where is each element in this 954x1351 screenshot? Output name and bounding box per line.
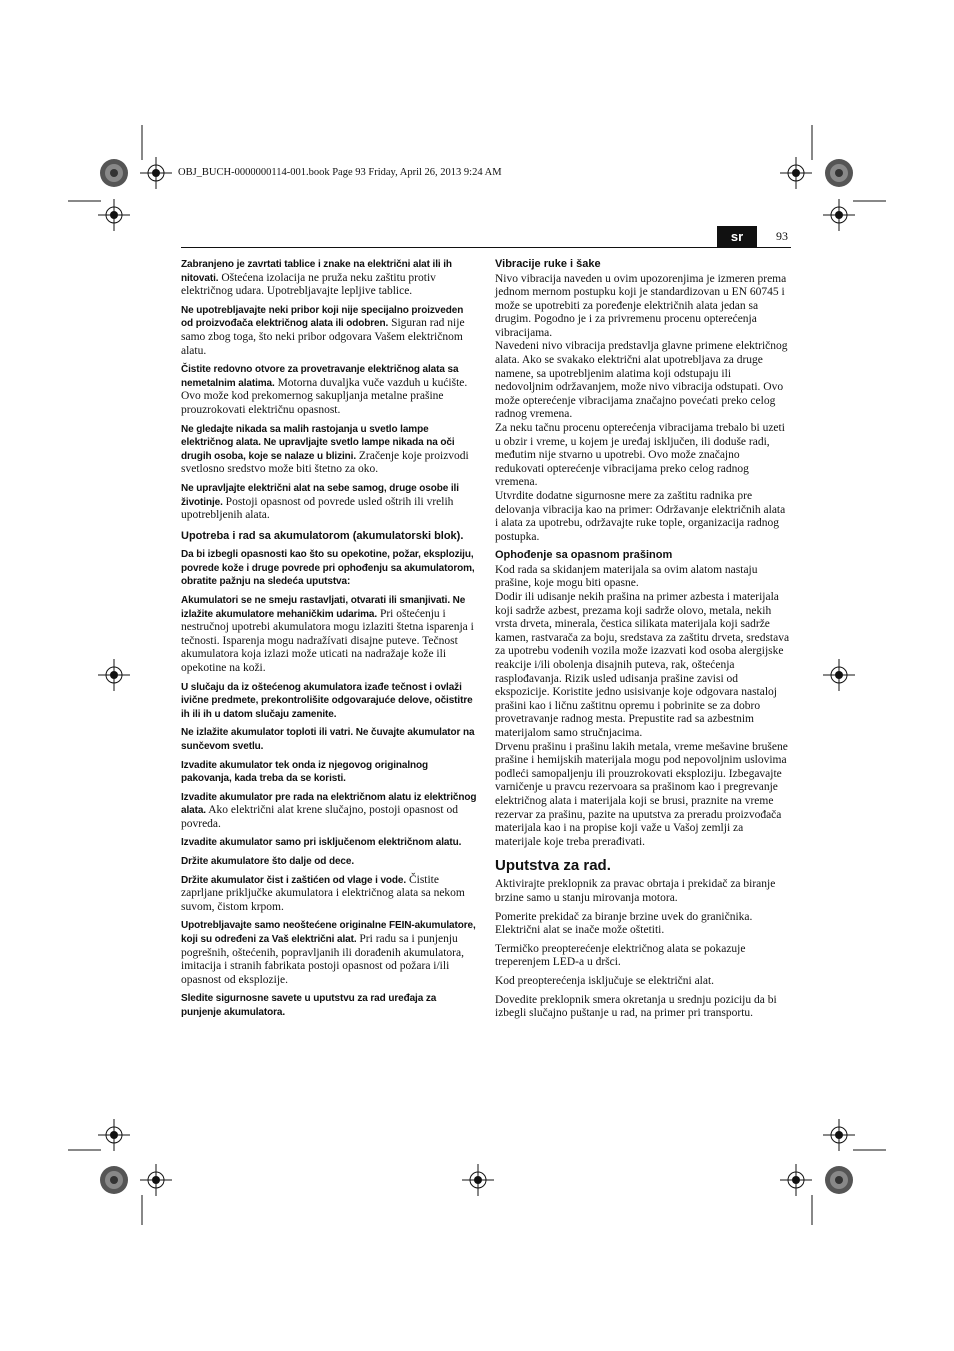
bold-lead: Izvadite akumulator tek onda iz njegovog originalnog pakovanja, kada treba da se koristi. [181, 759, 429, 785]
bold-lead: Ne upotrebljavajte neki pribor koji nije specijalno proizveden od proizvođača električnog alata ili odobren. [181, 304, 464, 330]
color-target-icon [100, 1166, 128, 1194]
vibration-heading: Vibracije ruke i šake [495, 258, 601, 270]
paragraph: Aktivirajte preklopnik za pravac obrtaja i prekidač za biranje brzine samo u stanju mirovanja motora. [495, 878, 776, 904]
paragraph [181, 594, 477, 676]
work-instructions-heading: Uputstva za rad. [495, 857, 611, 875]
body-text: Zračenje koje proizvodi svetlosno sredstvo može biti štetno za oko. [181, 449, 469, 476]
body-text: Ako električni alat krene slučajno, postoji opasnost od povreda. [181, 804, 458, 830]
page-number: 93 [776, 229, 788, 243]
paragraph [181, 482, 477, 523]
registration-mark-icon [462, 1164, 494, 1196]
registration-mark-icon [780, 1164, 812, 1196]
bold-lead: Držite akumulator čist i zaštićen od vlage i vode. [181, 874, 407, 886]
paragraph [181, 423, 477, 477]
registration-mark-icon [98, 1119, 130, 1151]
paragraph: Utvrdite dodatne sigurnosne mere za zaštitu radnika pre delovanja vibracija kao na primer: Održavanje električnih alata i alata za upotrebu, održavajte ruke tople, organizacija radnog postupka. [495, 490, 786, 543]
registration-mark-icon [823, 659, 855, 691]
bold-lead: Akumulatori se ne smeju rastavljati, otvarati ili smanjivati. Ne izlažite akumulatore mehaničkim udarima. [181, 594, 466, 620]
bold-lead: Ne gledajte nikada sa malih rastojanja u svetlo lampe električnog alata. Ne upravljajte svetlo lampe nikada na oči drugih osoba, koje se nalaze u blizini. [181, 423, 455, 462]
bold-lead: Ne upravljajte električni alat na sebe samog, druge osobe ili životinje. [181, 482, 459, 508]
registration-mark-icon [98, 659, 130, 691]
paragraph: Dovedite preklopnik smera okretanja u srednju poziciju da bi izbegli slučajno puštanje u rad, na primer pri transportu. [495, 993, 777, 1020]
bold-lead: Izvadite akumulator pre rada na električnom alatu iz električnog alata. [181, 791, 477, 817]
color-target-icon [825, 159, 853, 187]
battery-heading: Upotreba i rad sa akumulatorom (akumulatorski blok). [181, 529, 464, 542]
paragraph: Kod rada sa skidanjem materijala sa ovim alatom nastaju prašine, koje mogu biti opasne. [495, 563, 758, 590]
registration-mark-icon [823, 1119, 855, 1151]
print-slug: OBJ_BUCH-0000000114-001.book Page 93 Friday, April 26, 2013 9:24 AM [178, 167, 502, 178]
paragraph: Navedeni nivo vibracija predstavlja glavne primene električnog alata. Ako se svakako električni alat upotrebljava za druge namene, sa upotrebljenim alatima koji odstupaju ili nedovoljnim održavanjem, može nivo vibracija odstupati. Ovo može opterećenje vibracijama značajno povećati preko celog radnog vremena. [495, 340, 788, 421]
header-rule [181, 247, 791, 248]
paragraph [181, 548, 477, 589]
paragraph: Za neku tačnu procenu opterećenja vibracijama trebalo bi uzeti u obzir i vreme, u kojem je uređaj isključen, ili doduše radi, međutim nije stvarno u upotrebi. Ovo može značajno redukovati opterećenje vibracijama preko celog radnog vremena. [495, 422, 785, 489]
body-text: Oštećena izolacija ne pruža neku zaštitu protiv električnog udara. Upotrebljavajte lepljive tablice. [181, 271, 436, 298]
bold-lead: Da bi izbegli opasnosti kao što su opekotine, požar, eksploziju, povrede kože i druge povrede pri ophođenju sa akumulatorom, obratite pažnju na sledeća uputstva: [181, 549, 475, 588]
color-target-icon [100, 159, 128, 187]
body-text: Motorna duvaljka vuče vazduh u kućište. Ovo može kod prekomernog sakupljanja metalne prašine prouzrokovati električnu opasnost. [181, 376, 468, 416]
bold-lead: Ne izlažite akumulator toploti ili vatri. Ne čuvajte akumulator na sunčevom svetlu. [181, 727, 475, 752]
left-column [181, 258, 477, 1025]
paragraph [181, 992, 477, 1019]
bold-lead: Sledite sigurnosne savete u uputstvu za rad uređaja za punjenje akumulatora. [181, 993, 437, 1018]
registration-mark-icon [140, 157, 172, 189]
paragraph [181, 836, 477, 850]
registration-mark-icon [98, 199, 130, 231]
bold-lead: Držite akumulatore što dalje od dece. [181, 856, 355, 868]
paragraph: Drvenu prašinu i prašinu lakih metala, vreme mešavine brušene prašine i hemijskih materijala mogu pod nepovoljnim uslovima podleći samopaljenju ili prouzrokovati eksploziju. Izbegavajte varničenje u pravcu rezervoara sa prašinom kao i pregrevanje električnog alata i materijala koji se brusi, praznite na vreme rezervar za prašinu, pazite na uputstva za preradu proizvođača materijala kao i na propise koji važe u Vašoj zemlji za materijale koje treba prerađivati. [495, 740, 788, 848]
paragraph [181, 855, 477, 869]
body-text: Siguran rad nije samo zbog toga, što neki pribor odgovara Vašem električnom alatu. [181, 317, 465, 357]
paragraph [181, 363, 477, 417]
paragraph [181, 919, 477, 987]
paragraph [181, 304, 477, 358]
paragraph: Kod preopterećenja isključuje se električni alat. [495, 974, 715, 987]
body-text: Pri radu sa i punjenju pogrešnih, oštećenih, popravljanih ili dorađenih akumulatora, imitacija i stranih fabrikata postoji opasnost od požara i/ili opasnost od eksplozije. [181, 933, 464, 986]
paragraph [181, 759, 477, 786]
paragraph [181, 874, 477, 915]
paragraph: Termičko preopterećenje električnog alata se pokazuje treperenjem LED-a u dršci. [495, 942, 746, 969]
paragraph: Nivo vibracija naveden u ovim upozorenjima je izmeren prema jednom mernom postupku koji je standardizovan u EN 60745 i može se upotrebiti za poređenje električnih alata jedan sa drugim. Pogodno je i za privremenu procenu opterećenja vibracijama. [495, 272, 787, 339]
bold-lead: U slučaju da iz oštećenog akumulatora izađe tečnost i ovlaži ivične predmete, prekontrolišite odgovarajuće delove, očistitre ih ili ih u datom slučaju zamenite. [181, 681, 473, 720]
registration-mark-icon [140, 1164, 172, 1196]
body-text: Pri oštećenju i nestručnoj upotrebi akumulatora mogu izlaziti štetna isparenja i tečnosti. Isparenja mogu nadražívati disajne puteve. Tečnost akumulatora koja izlazi može uticati na nadražaje kože ili opekotine na koži. [181, 607, 474, 674]
body-text: Čistite zaprljane priključke akumulatora i električnog alata sa nekom suvom, čistom krpom. [181, 873, 465, 913]
bold-lead: Izvadite akumulator samo pri isključenom električnom alatu. [181, 837, 462, 849]
registration-mark-icon [823, 199, 855, 231]
paragraph [181, 258, 477, 299]
language-tab: sr [717, 226, 757, 248]
paragraph [181, 726, 477, 753]
paragraph: Dodir ili udisanje nekih prašina na primer azbesta i materijala koji sadrže azbest, prezama koji sadrže olovo, metala, nekih vrsta drveta, minerala, čestica silikata materijala koji sadrže kamen, rastvarača za boju, sredstava za zaštitu drveta, sredstava za upotrebu vodenih vozila može izazvati kod osoba alergijske reakcije i/ili obolenja disajnih puteva, rak, oštećenja rasplođavanja. Rizik usled udisanja prašine zavisi od ekspozicije. Koristite jedno usisivanje koje odgovara nastaloj prašini kao i ličnu zaštitnu opremu i pobrinite se za dobro provetravanje radnog mesta. Prepustite rad sa azbestnim materijalom samo stručnjacima. [495, 591, 790, 739]
dust-heading: Ophođenje sa opasnom prašinom [495, 549, 673, 562]
bold-lead: Zabranjeno je zavrtati tablice i znake na električni alat ili ih nitovati. [181, 259, 452, 284]
color-target-icon [825, 1166, 853, 1194]
paragraph: Pomerite prekidač za biranje brzine uvek do graničnika. Električni alat se inače može oštetiti. [495, 910, 753, 937]
bold-lead: Upotrebljavajte samo neoštećene originalne FEIN-akumulatore, koji su određeni za Vaš električni alat. [181, 920, 476, 946]
paragraph [181, 681, 477, 722]
bold-lead: Čistite redovno otvore za provetravanje električnog alata sa nemetalnim alatima. [181, 364, 459, 389]
right-column [495, 258, 791, 1026]
registration-mark-icon [780, 157, 812, 189]
body-text: Postoji opasnost od povrede usled oštrih ili vrelih upotrebljenih alata. [181, 495, 454, 522]
paragraph [181, 791, 477, 832]
